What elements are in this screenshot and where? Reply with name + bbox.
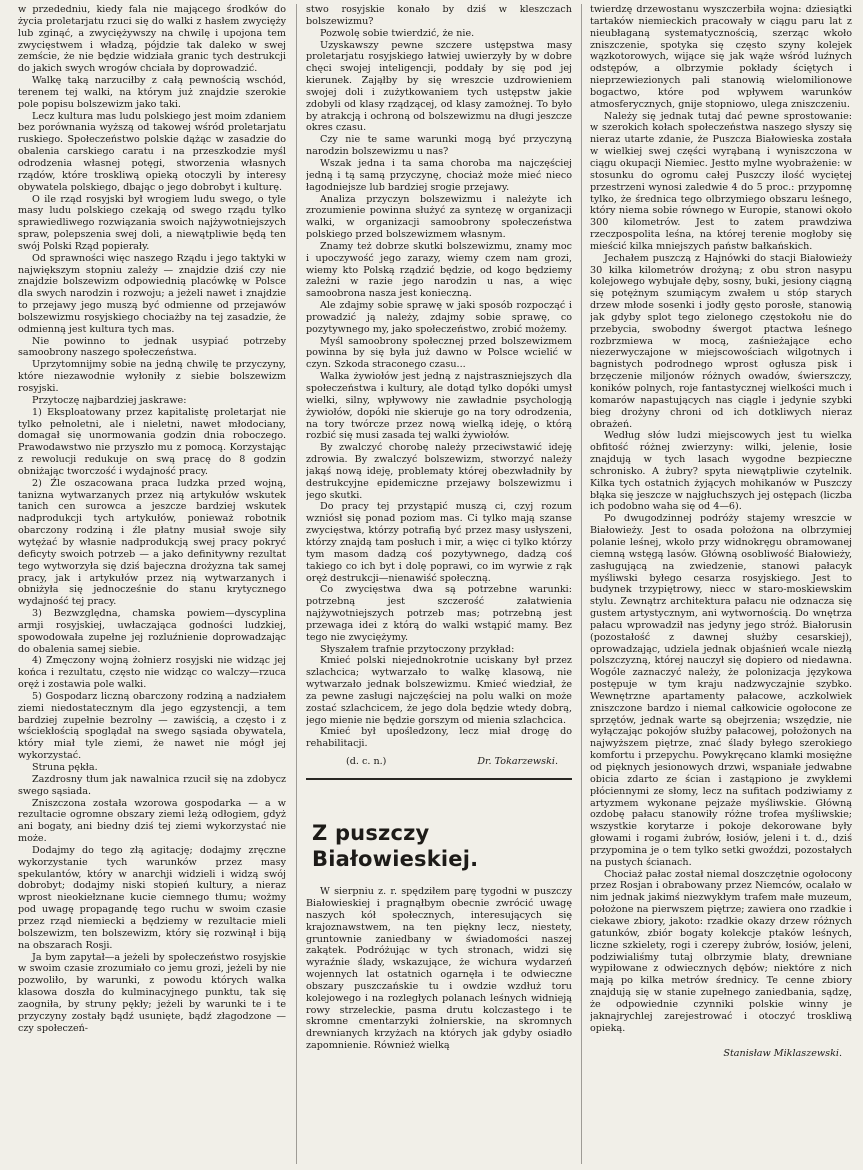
article-2-body-continued [590, 4, 852, 1034]
paragraph: Walkę taką narzuciłby z całą pewnością wschód, terenem tej walki, na którym już znajdzie szerokie pole popisu bolszewizm jako taki. [18, 75, 286, 110]
paragraph: Chociaż pałac został niemal doszczętnie ogołocony przez Rosjan i obrabowany przez Niemców, ocalało w nim jednak jakimś niezwykłym trafem małe muzeum, położone na pierwszem piętrze; zawiera ono rzadkie i ciekawe zbiory, jakoto: rzadkie okazy drzew różnych gatunków, zbiór bogaty kolekcje ptaków leśnych, liczne szkielety, rogi i czerepy żubrów, łosiów, jeleni, podziwialiśmy tutaj olbrzymie blaty, drewniane wypiłowane z odwiecznych dębów; niektóre z nich mają po kilka metrów średnicy. Te cenne zbiory znajdują się w stanie zupełnego zaniedbania, sądzę, że odpowiednie czynniki polskie winny je jaknajrychlej zarejestrować i otoczyć troskliwą opieką. [590, 868, 852, 1034]
article-2-author: Stanisław Miklaszewski. [723, 1048, 842, 1060]
paragraph: twierdzę drzewostanu wyszczerbiła wojna: dziesiątki tartaków niemieckich pracowały w ciągu paru lat z nieubłaganą systematycznością, szerząc wkoło zniszczenie, spotyka się często szyny kolejek wązkotorowych, wijące się jak wąże wśród luźnych odstępów, a olbrzymie pokłady ściętych i nieprzewiezionych pali stanowią wielomilionowe bogactwo, które pod wpływem warunków atmosferycznych, gnije stopniowo, ulega zniszczeniu. [590, 4, 852, 110]
paragraph: Walka żywiołów jest jedną z najstraszniejszych dla społeczeństwa i kultury, ale dotąd tylko dopóki umysł wielki, silny, wpływowy nie zawładnie psychologją żywiołów, dopóki nie skieruje go na tory odrodzenia, na tory twórcze przez nową wielką ideję, o którą rozbić się musi zasada tej walki żywiołów. [306, 371, 572, 442]
paragraph: O ile rząd rosyjski był wrogiem ludu swego, o tyle masy ludu polskiego czekają od swego rządu tylko sprawiedliwego rozwiązania swoich najżywotniejszych spraw, polepszenia swej doli, a niewątpliwie będą ten swój Polski Rząd popierały. [18, 193, 286, 252]
paragraph: Wszak jedna i ta sama choroba ma najczęściej jedną i tą samą przyczynę, chociaż może mieć nieco łagodniejsze lub bardziej srogie przejawy. [306, 157, 572, 193]
article-2-body [306, 886, 572, 1052]
paragraph: Według słów ludzi miejscowych jest tu wielka obfitość różnej zwierzyny: wilki, jelenie, łosie znajdują w tych lasach wygodne bezpieczne schronisko. A żubry? spyta niewątpliwie czytelnik. Kilka tych ostatnich żyjących mohikanów w Puszczy błąka się jeszcze w najgłuchszych jej ostępach (liczba ich podobno waha się od 4—6). [590, 430, 852, 513]
paragraph: Należy się jednak tutaj dać pewne sprostowanie: w szerokich kołach społeczeństwa naszego słyszy się nieraz utarte zdanie, że Puszcza Białowieska została w wielkiej swej części wyrąbaną i wyniszczona w ciągu okupacji Niemiec. Jestto mylne wyobrażenie: w stosunku do ogromu całej Puszczy ilość wyciętej przestrzeni wynosi zaledwie 4 do 5 proc.: przypomnę tylko, że średnica tego olbrzymiego obszaru leśnego, który niema sobie równego w Europie, stanowi około 300 kilometrów. Jest to zatem prawdziwa rzeczpospolita leśna, na której terenie mogłoby się mieścić kilka mniejszych państw bałkańskich. [590, 110, 852, 252]
paragraph: Uzyskawszy pewne szczere ustępstwa masy proletarjatu rosyjskiego łatwiej uwierzyły by w dobre chęci swojej inteligencji, poddały by się pod jej kierunek. Zająłby by się wreszcie uzdrowieniem swojej doli i zużytkowaniem tych ustępstw jakie zdobyli od klasy rządzącej, od klasy zamożnej. To było by atrakcją i ochroną od bolszewizmu na długi jeszcze okres czasu. [306, 39, 572, 134]
article-1-continuation [306, 4, 572, 750]
continuation-note: (d. c. n.) [346, 756, 387, 768]
article-1-author: Dr. Tokarzewski. [477, 756, 558, 768]
paragraph: Zniszczona została wzorowa gospodarka — a w rezultacie ogromne obszary ziemi leżą odłogiem, gdyż ani bogaty, ani biedny dziś tej ziemi wykorzystać nie może. [18, 797, 286, 845]
paragraph: Zazdrosny tłum jak nawalnica rzucił się na zdobycz swego sąsiada. [18, 773, 286, 797]
paragraph: Pozwolę sobie twierdzić, że nie. [320, 27, 475, 39]
article-2-title: Z puszczy Białowieskiej. [312, 821, 479, 872]
paragraph: By zwalczyć chorobę należy przeciwstawić ideję zdrowia. By zwalczyć bolszewizm, stworzyć należy jakąś nową ideję, problematy której obezwładniły by destrukcyjne epidemiczne przejawy bolszewizmu i jego skutki. [306, 442, 572, 501]
paragraph: stwo rosyjskie konało by dziś w kleszczach bolszewizmu? [306, 4, 572, 27]
paragraph: Myśl samoobrony społecznej przed bolszewizmem powinna by się była już dawno w Polsce wcielić w czyn. Szkoda straconego czasu... [306, 335, 572, 371]
paragraph: Nie powinno to jednak usypiać potrzeby samoobrony naszego społeczeństwa. [18, 335, 286, 359]
paragraph: Jechałem puszczą z Hajnówki do stacji Białowieży 30 kilka kilometrów drożyną; z obu stron nasypu kolejowego wybujałe dęby, sosny, buki, jesiony ciągną się potężnym szumiącym zwałem u stóp starych drzew młode sosenki i jodły gęsto porosłe, stanowią jak gdyby splot tego zielonego częstokołu nie do przebycia, swobodny śwergot ptactwa leśnego rozbrzmiewa w mocą, zaśnieżające echo niezerwyczajone w miejscowościach wilgotnych i bagnistych podrodnego wprost ogłusza pisk i brzęczenie miljonów różnych owadów, świerszczy, koników polnych, roje fantastycznej wielkości much i komarów napastujących nas ciągle i jedynie szybki bieg drożyny chroni od ich dotkliwych nieraz obrażeń. [590, 252, 852, 430]
article-1-signoff [306, 756, 572, 768]
paragraph: Po dwugodzinnej podróży stajemy wreszcie w Białowieży. Jest to osada położona na olbrzymiej polanie leśnej, wkoło przy widnokręgu obramowanej ciemną wstęgą lasów. Główną osobliwość Białowieży, zasługującą na zwiedzenie, stanowi pałacyk myśliwski byłego cesarza rosyjskiego. Jest to budynek trzypiętrowy, niecc w staro-moskiewskim stylu. Zewnątrz architektura pałacu nie odznacza się gustem artystycznym, ani wytwornością. Do wnętrza pałacu wprowadził nas jedyny jego stróż. Białorusin (pozostałość z dawnej służby cesarskiej), oprowadzając, udziela jednak objaśnień wcale niezłą polszczyzną, której nauczył się dopiero od niedawna. Wogóle zaznaczyć należy, że polonizacja językowa postępuje w tym kraju nadzwyczajnie szybko. Wewnętrzne apartamenty pałacowe, aczkolwiek zniszczone bardzo i niemal całkowicie ogołocone ze sprzętów, jednak warte są obejrzenia; wszędzie, nie wyłączając pokojów służby pałacowej, położonych na najwyższem piętrze, znać ślady byłego szerokiego komfortu i przepychu. Powykręcano klamki mosiężne od pięknych jesionowych drzwi, wspaniałe jedwabne obicia zdarto ze ścian i zastąpiono je zwykłemi płóciennymi ze słomy, lecz na sufitach podziwiamy z artyzmem wykonane pejzaże myśliwskie. Główną ozdobę pałacu stanowiły różne trofea myśliwskie; wszystkie korytarze i pokoje dekorowane były głowami i rogami żubrów, łosiów, jeleni i t. d., dziś przypomina je o tem tylko setki gwoździ, pozostałych na pustych ścianach. [590, 513, 852, 868]
column-rule [296, 4, 297, 1164]
paragraph: 3) Bezwzględna, chamska powiem—dyscyplina armji rosyjskiej, uwłaczająca godności ludzkiej, spowodowała zupełne jej rozluźnienie doprowadzając do obalenia samej siebie. [18, 608, 286, 655]
article-divider [306, 778, 572, 780]
column-1 [18, 4, 286, 1164]
column-2 [306, 4, 572, 1164]
paragraph: Lecz kultura mas ludu polskiego jest moim zdaniem bez porównania wyższą od takowej wśród proletarjatu ruskiego. Społeczeństwo polskie dążąc w zasadzie do obalenia carskiego caratu i na przeszkodzie myśl odrodzenia własnej potęgi, stworzenia własnych rządów, które troskliwą opieką otoczyli by interesy obywatela polskiego, dbając o jego dobrobyt i kulturę. [18, 110, 286, 193]
paragraph: Przytoczę najbardziej jaskrawe: [32, 394, 187, 406]
paragraph: Dodajmy do tego złą agitację; dodajmy zręczne wykorzystanie tych warunków przez masy spekulantów, który w anarchji widzieli i widzą swój dobrobyt; dodajmy niski stopień kultury, a nieraz wprost nieokiełznane kucie ciemnego tłumu; wożmy pod uwagę propagandę tego ruchu w swoim czasie przez rząd niemiecki a będziemy w rezultacie mieli bolszewizm, ten bolszewizm, który się rozwinął i biją na obszarach Rosji. [18, 844, 286, 951]
paragraph: Ja bym zapytał—a jeżeli by społeczeństwo rosyjskie w swoim czasie zrozumiało co jemu grozi, jeżeli by nie pozwoliło, by warunki, z powodu których walka klasowa doszła do kulminacyjnego punktu, tak się zaogniła, by struny pękły; jeżeli by warunki te i te przyczyny zostały bądź usunięte, bądź złagodzone — czy społeczeń- [18, 951, 286, 1034]
paragraph: Do pracy tej przystąpić muszą ci, czyj rozum wzniósł się ponad poziom mas. Ci tylko mają szanse zwycięstwa, którzy potrafią być przez masy usłyszeni, którzy znajdą tam posłuch i mir, a więc ci tylko którzy tym masom dadzą coś pozytywnego, dadzą coś takiego co ich byt i dolę poprawi, co im wyrwie z rąk oręż destrukcji—nienawiść społeczną. [306, 501, 572, 584]
paragraph: Co zwycięstwa dwa są potrzebne warunki: potrzebną jest szczerość załatwienia najżywotniejszych potrzeb mas; potrzebną jest przewaga idei z którą do walki wstąpić mamy. Bez tego nie zwyciężymy. [306, 584, 572, 643]
paragraph: Ale zdajmy sobie sprawę w jaki sposób rozpocząć i prowadzić ją należy, zdajmy sobie sprawę, co pozytywnego my, jako społeczeństwo, zrobić możemy. [306, 300, 572, 335]
paragraph: w przededniu, kiedy fala nie mającego środków do życia proletarjatu rzuci się do walki z hasłem zwycięży lub zginąć, a zwyciężywszy na chwilę i upojona tem zwycięstwem i władzą, pójdzie tak daleko w swej zemście, że nie będzie widziała granic tych destrukcji do jakich swych wrogów chciała by doprowadzić. [18, 4, 286, 75]
paragraph: Znamy też dobrze skutki bolszewizmu, znamy moc i upoczywość jego zarazy, wiemy czem nam grozi, wiemy kto Polską rządzić będzie, od kogo będziemy zależni w razie jego narodzin u nas, a więc samoobrona nasza jest konieczną. [306, 240, 572, 300]
paragraph: Analiza przyczyn bolszewizmu i należyte ich zrozumienie powinna służyć za syntezę w organizacji walki, w organizacji samoobrony społeczeństwa polskiego przed bolszewizmem własnym. [306, 193, 572, 241]
paragraph: Uprzytomnijmy sobie na jedną chwilę te przyczyny, które niezawodnie wyłoniły z siebie bolszewizm rosyjski. [18, 359, 286, 394]
paragraph: 1) Eksploatowany przez kapitalistę proletarjat nie tylko pełnoletni, ale i nieletni, nawet młodociany, domagał się unormowania godzin dnia roboczego. Prawodawstwo nie przyszło mu z pomocą. Korzystając z rewolucji redukuje on swą pracę do 8 godzin obniżając tworczość i wydajność pracy. [18, 406, 286, 477]
column-rule [581, 4, 582, 1164]
paragraph: 4) Zmęczony wojną żołnierz rosyjski nie widząc jej końca i rezultatu, często nie widząc co walczy—rzuca oręż i zostawia pole walki. [18, 655, 286, 691]
paragraph: W sierpniu z. r. spędziłem parę tygodni w puszczy Białowieskiej i pragnąłbym obecnie zwrócić uwagę naszych kół społecznych, interesujących się krajoznawstwem, na ten piękny lecz, niestety, gruntownie zaniedbany w świadomości naszej zakątek. Podróżując w tych stronach, widzi się wyraźnie ślady, wskazujące, że wichura wydarzeń wojennych lat ostatnich ogarnęła i te odwieczne obszary puszczańskie tu i owdzie wzdłuż toru kolejowego i na rozległych polanach leśnych widnieją rowy strzeleckie, pasma drutu kolczastego i te skromne cmentarzyki żołnierskie, na skromnych drewnianych krzyżach na których jak gdyby osiadło zapomnienie. Również wielką [306, 886, 572, 1052]
paragraph: Kmieć był upośledzony, lecz miał drogę do rehabilitacji. [306, 726, 572, 750]
paragraph: Czy nie te same warunki mogą być przyczyną narodzin bolszewizmu u nas? [306, 134, 572, 158]
paragraph: Struna pękła. [32, 762, 98, 773]
paragraph: Kmieć polski niejednokrotnie uciskany był przez szlachcica; wytwarzało to walkę klasową, nie wytwarzało jednak bolszewizmu. Kmieć wiedział, że za pewne zasługi najczęściej na polu walki on może zostać szlachcicem, że jego dola będzie wtedy dobrą, jego mienie nie będzie gorszym od mienia szlachcica. [306, 655, 572, 726]
paragraph: 2) Źle oszacowana praca ludzka przed wojną, tanizna wytwarzanych przez nią artykułów wskutek tanich cen surowca a jeszcze bardziej wskutek nadprodukcji tych artykułów, ponieważ robotnik obarczony rodziną i źle płatny musiał swoje siły wytężać by własnie nadprodukcją swej pracy pokryć deficyty swoich potrzeb — a jako definitywny rezultat tego wytworzyła się dziś bajeczna drożyzna tak samej pracy, jak i artykułów przez nią wytwarzanych i obniżyła się jednocześnie do stanu krytycznego wydajność tej pracy. [18, 477, 286, 608]
paragraph: Słyszałem trafnie przytoczony przykład: [320, 643, 515, 655]
paragraph: Od sprawności więc naszego Rządu i jego taktyki w największym stopniu zależy — znajdzie dziś czy nie znajdzie bolszewizm odpowiednią placówkę w Polsce dla swych narodzin i rozwoju; a jeżeli nawet i znajdzie to przejawy jego muszą być odmienne od przejawów bolszewizmu rosyjskiego chociażby na tej zasadzie, że odmienną jest kultura tych mas. [18, 252, 286, 335]
column-3 [590, 4, 852, 1164]
paragraph: 5) Gospodarz liczną obarczony rodziną a nadziałem ziemi niedostatecznym dla jego egzystencji, a tem bardziej zupełnie bezrolny — zawiścią, a często i z wściekłością spoglądał na swego sąsiada obywatela, który miał tyle ziemi, że nawet nie mógł jej wykorzystać. [18, 690, 286, 762]
